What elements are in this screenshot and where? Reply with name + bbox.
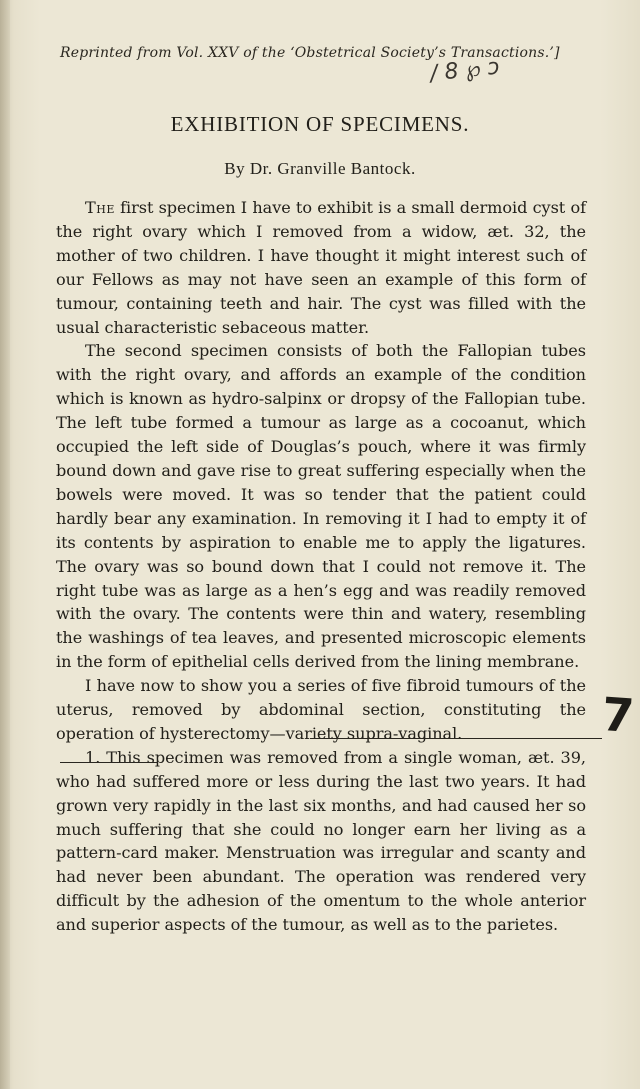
paragraph-1-text: first specimen I have to exhibit is a small dermoid cyst of the right ovary which I removed from a widow, æt. 32, the mother of two children. I have thought it might interest such of our Fellows as may not have seen an example of this form of tumour, containing teeth and hair. The cyst was filled with the usual characteristic sebaceous matter. xyxy=(56,198,586,337)
paragraph-3 xyxy=(56,674,586,746)
paragraph-2 xyxy=(56,339,586,674)
pencil-underline-membrane xyxy=(310,738,602,739)
article-body xyxy=(56,196,586,937)
handwritten-annotation: / 8 ℘ ɔ xyxy=(428,54,501,87)
paragraph-1 xyxy=(56,196,586,339)
paragraph-2-text: The second specimen consists of both the Fallopian tubes with the right ovary, and affords an example of the condition which is known as hydro-salpinx or dropsy of the Fallopian tube. The left tube formed a tumour as large as a cocoanut, which occupied the left side of Douglas’s pouch, where it was firmly bound down and gave rise to great suffering especially when the bowels were moved. It was so tender that the patient could hardly bear any examination. In removing it I had to empty it of its contents by aspiration to enable me to apply the ligatures. The ovary was so bound down that I could not remove it. The right tube was as large as a hen’s egg and was readily removed with the ovary. The contents were thin and watery, resembling the washings of tea leaves, and presented microscopic elements in the form of epithelial cells derived from the lining membrane. xyxy=(56,341,586,672)
pencil-underline-uterus xyxy=(60,762,158,763)
paragraph-3-text: I have now to show you a series of five fibroid tumours of the uterus, removed by abdominal section, constituting the operation of hysterectomy—variety supra-vaginal. xyxy=(56,676,586,743)
paragraph-4 xyxy=(56,746,586,937)
reprint-note: Reprinted from Vol. XXV of the ‘Obstetrical Society’s Transactions.’] xyxy=(60,45,560,61)
paragraph-4-text: 1. This specimen was removed from a single woman, æt. 39, who had suffered more or less during the last two years. It had grown very rapidly in the last six months, and had caused her so much suffering that she could no longer earn her living as a pattern-card maker. Menstruation was irregular and scanty and had never been abundant. The operation was rendered very difficult by the adhesion of the omentum to the whole anterior and superior aspects of the tumour, as well as to the parietes. xyxy=(56,747,586,935)
page-title: EXHIBITION OF SPECIMENS. xyxy=(170,112,470,136)
margin-annotation-mark: 7 xyxy=(600,686,636,744)
paragraph-1-first-word: The xyxy=(85,198,115,217)
author-byline: By Dr. Granville Bantock. xyxy=(224,159,416,178)
